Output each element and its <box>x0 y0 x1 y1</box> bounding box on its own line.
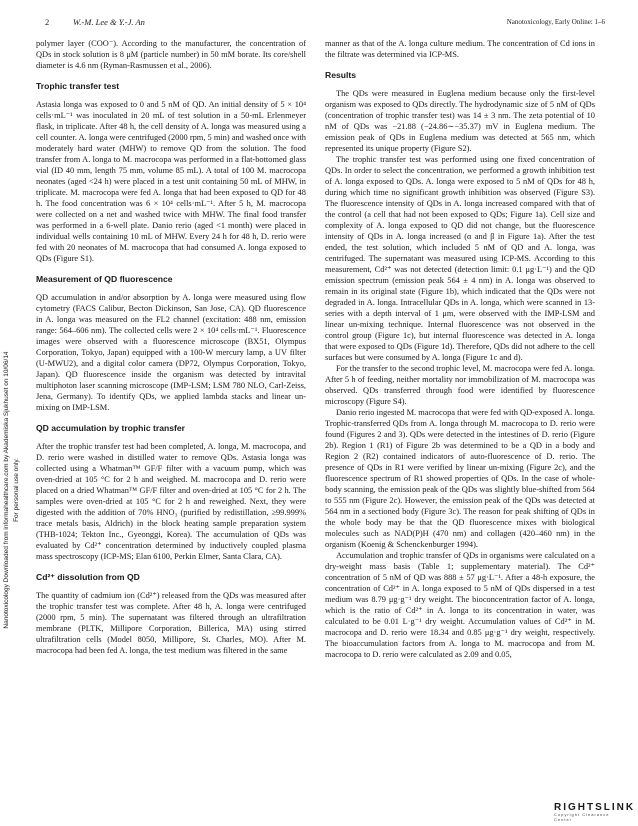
download-side-note <box>2 255 24 725</box>
running-head-authors: W.-M. Lee & Y.-J. An <box>73 17 145 27</box>
results-paragraph-5: Accumulation and trophic transfer of QDs in organisms were calculated on a dry-weight mass basis (Table 1; supplementary material). The Cd²⁺ concentration of 5 nM of QD was 888 ± 57 μg·L⁻¹. After a 48-h exposure, the concentration of Cd²⁺ in A. longa exposed to 5 nM of QDs dispersed in a test medium was 8.79 μg·g⁻¹ dry weight. The bioconcentration factor of A. longa, which is the ratio of Cd²⁺ in A. longa to its concentration in water, was calculated to be 0.01 L·g⁻¹ dry weight. Accumulation values of Cd²⁺ in M. macrocopa and D. rerio were 18.34 and 0.85 μg·g⁻¹ dry weight, respectively. The bioaccumulation factors from A. longa to M. macrocopa and from M. macrocopa to D. rerio were calculated as 2.09 and 0.05, <box>325 551 595 659</box>
rightslink-logo-subtext: Copyright Clearance Center <box>554 812 610 822</box>
qd-fluorescence-paragraph: QD accumulation in and/or absorption by A. longa were measured using flow cytometry (FACS Calibur, Becton Dickinson, San Jose, CA). QD fluorescence in A. longa was measured on the FL2 channel (excitation: 488 nm, emission range: 564–606 nm). The collected cells were 2 × 10⁴ cells·mL⁻¹. Fluorescence images were observed with a fluorescence microscope (BX51, Olympus Corporation, Tokyo, Japan) equipped with a 100-W mercury lamp, a UV filter (U-MWU2), and a digital color camera (DP72, Olympus Corporation, Tokyo, Japan). QD fluorescence inside the organism was detected by intravital multiphoton laser scanning microscope (IMP-LSM; LSM 780 NLO, Carl-Zeiss, Jena, Germany). To identify QDs, we applied lambda stacks and linear un-mixing on IMP-LSM. <box>36 293 306 412</box>
side-note-line-2: For personal use only. <box>13 458 20 522</box>
side-note-text <box>2 255 24 725</box>
cd-dissolution-paragraph: The quantity of cadmium ion (Cd²⁺) released from the QDs was measured after the trophic transfer test was complete. After 48 h, A. longa were centrifuged (2000 rpm, 5 min). The supernatant was filtered through an ultrafiltration membrane (PLTK, Millipore Corporation, Billerica, MA) using stirred ultrafiltration cells (Model 8050, Millipore, St. Charles, MO). After M. macrocopa had been fed A. longa, the test medium was filtered in the same <box>36 591 306 655</box>
left-column <box>36 38 306 656</box>
results-paragraph-2: The trophic transfer test was performed using one fixed concentration of QDs. In order to select the concentration, we performed a growth inhibition test of A. longa exposed to QDs. A. longa were exposed to 5 nM of QDs for 48 h, during which time no significant growth inhibition was observed (Figure S3). The fluorescence intensity of QDs in A. longa increased compared with that of the control (a cell that had not been exposed to QDs; Figure 1a). Cell size and complexity of A. longa exposed to QD did not change, but the fluorescence intensity of QDs in A. longa increased (α and β in Figure 1a). After the test ended, the test solution, which included 5 nM of QD and A. longa, was centrifuged. The supernatant was measured using ICP-MS. According to this measurement, Cd²⁺ was not detected (detection limit: 0.1 μg·L⁻¹) and the QD emission spectrum (emission peak 564 ± 4 nm) in A. longa was observed to remain in its original state (Figure 1b), which indicated that the QDs were not degraded in A. longa. Intracellular QDs in A. longa, which were scanned in 13-series with a depth interval of 1 μm, were observed with the IMP-LSM and linear un-mixing technique. Internal fluorescence was not observed in the control group (Figure 1c), but internal fluorescence was detected in A. longa that were exposed to QDs (Figure 1d). Therefore, QDs did not adhere to the cell surfaces but were consumed by A. longa (Figure 1c and d). <box>325 155 595 362</box>
trophic-transfer-paragraph: Astasia longa was exposed to 0 and 5 nM of QD. An initial density of 5 × 10⁴ cells·mL⁻¹ was inoculated in 20 mL of test solution in a 50-mL Erlenmeyer flask, in triplicate. After 48 h, the cell density of A. longa was measured using a cell counter. A. longa were centrifuged (2000 rpm, 5 min) and washed once with moderately hard water (MHW) to remove QD from the solution. The food transfer from A. longa to M. macrocopa was performed in a flat-bottomed glass vial (ID 40 mm, length 75 mm, volume 85 mL). A total of 100 M. macrocopa neonates (aged <24 h) were placed in a test unit containing 50 mL of MHW, in triplicate. M. macrocopa were fed A. longa that had been exposed to QD for 48 h. The food concentration was 6 × 10⁴ cells·mL⁻¹. After 5 h, M. macrocopa were collected on a net and washed twice with MHW. The final food transfer was performed in a 6-well plate. Danio rerio (aged <1 month) were placed in individual wells containing 10 mL of MHW. Every 24 h for 48 h, D. rerio were fed with 20 neonates of M. macrocopa that had consumed A. longa exposed to QDs (Figure S1). <box>36 100 306 263</box>
methods-continuation-paragraph: manner as that of the A. longa culture medium. The concentration of Cd ions in the filtrate was determined via ICP-MS. <box>325 39 595 59</box>
results-paragraph-4: Danio rerio ingested M. macrocopa that were fed with QD-exposed A. longa. Trophic-transferred QDs from A. longa through M. macrocopa to D. rerio were found (Figures 2 and 3). QDs were detected in the intestines of D. rerio (Figure 2b). Region 1 (R1) of Figure 2b was determined to be a QD in a body and Region 2 (R2) contained indicators of auto-fluorescence of D. rerio. The presence of QDs in R1 were verified by linear un-mixing (Figure 2c), and the fluorescence spectrum of R1 showed properties of QDs. In the case of whole-body scanning, the emission peak of the QDs was slightly blue-shifted from 564 to 555 nm (Figure 2c). However, the emission peak of the QDs was detected at 564 nm in a sectioned body (Figure 3c). The reason for peak shifting of QDs in the whole body may be that the QD fluorescence mixes with biological molecules such as NAD(P)H (470 nm) and collagen (420–460 nm) in the organism (Koenig & Schenckenburger 1994). <box>325 408 595 549</box>
section-heading-trophic-transfer: Trophic transfer test <box>36 81 120 91</box>
rightslink-logo-text: RIGHTSLINK <box>554 802 636 813</box>
section-heading-qd-accumulation: QD accumulation by trophic transfer <box>36 423 185 433</box>
section-heading-results: Results <box>325 70 357 80</box>
running-header <box>45 17 605 31</box>
methods-intro-paragraph: polymer layer (COO⁻). According to the manufacturer, the concentration of QDs in stock solution is 8 μM (particle number) in 50 mM borate. Its core/shell diameter is 4.6 nm (Ryman-Rasmussen et al., 2006). <box>36 39 306 70</box>
results-paragraph-3: For the transfer to the second trophic level, M. macrocopa were fed A. longa. After 5 h of feeding, neither mortality nor immobilization of M. macrocopa was observed. QDs transferred through food were identified by fluorescence microscopy (Figure S4). <box>325 364 595 406</box>
right-column <box>325 38 595 660</box>
results-paragraph-1: The QDs were measured in Euglena medium because only the first-level organism was exposed to QDs directly. The hydrodynamic size of 5 nM of QDs (concentration of trophic transfer test) was 14 ± 3 nm. The zeta potential of 10 nM of QDs was −21.88 (−24.86∼−35.37) mV in Euglena medium. The emission peak of QDs in Euglena medium was detected at 565 nm, which represented its unique property (Figure S2). <box>325 89 595 153</box>
qd-accumulation-paragraph: After the trophic transfer test had been completed, A. longa, M. macrocopa, and D. rerio were washed in distilled water to remove QDs. Astasia longa was collected using a Whatman™ GF/F filter with a vacuum pump, which was oven-dried at 105 °C for 2 h and weighed. M. macrocopa and D. rerio were placed on a dried Whatman™ GF/F filter and oven-dried at 105 °C for 2 h. The samples were oven-dried at 105 °C for 2 h and reweighed. Next, they were digested with the addition of 70% HNO₃ (purified by redistillation, ≥99.999% trace metals basis, Aldrich) in the block heating sample preparation system (THB-1024; Tekton Inc., Gyeonggi, Korea). The accumulation of QDs was evaluated by Cd²⁺ concentration determined by inductively coupled plasma mass spectroscopy (ICP-MS; Elan 6100, Perkin Elmer, Santa Clara, CA). <box>36 442 306 561</box>
journal-citation: Nanotoxicology, Early Online: 1–6 <box>506 18 605 26</box>
page-number: 2 <box>45 17 50 27</box>
section-heading-qd-fluorescence: Measurement of QD fluorescence <box>36 274 173 284</box>
side-note-line-1: Nanotoxicology Downloaded from informahealthcare.com by Akademiska Sjukhuset on 10/06/14 <box>3 351 10 629</box>
rightslink-logo <box>554 802 636 822</box>
section-heading-cd-dissolution: Cd²⁺ dissolution from QD <box>36 572 140 582</box>
